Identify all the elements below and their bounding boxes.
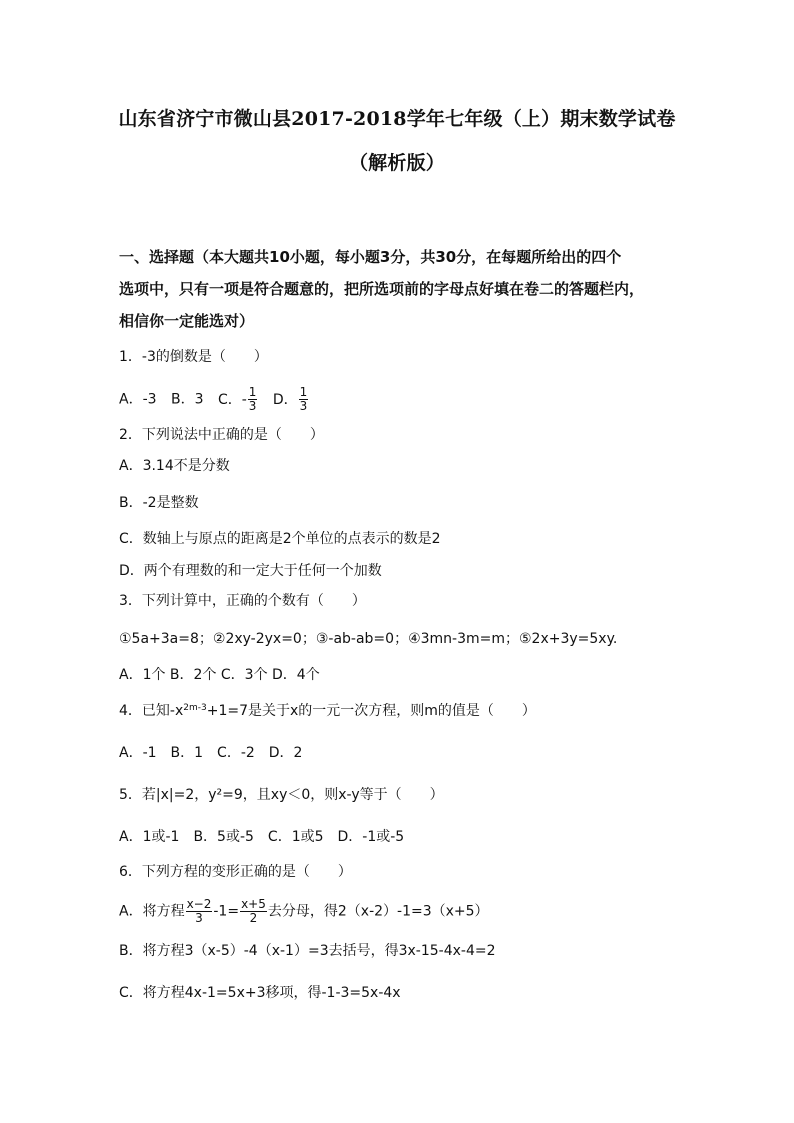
q1-option-d: D． $\frac{1}{3}$ bbox=[272, 385, 308, 413]
q6-option-c: C．将方程4x-1=5x+3移项，得-1-3=5x-4x bbox=[119, 985, 401, 1001]
q6-a-fraction-2: $\frac{x+5}{2}$ bbox=[241, 897, 266, 925]
question-3-options: A．1个 B．2个 C．3个 D．4个 bbox=[119, 667, 320, 683]
question-4-options: A．-1 B．1 C．-2 D．2 bbox=[119, 745, 303, 761]
q1-option-a: A．-3 bbox=[119, 391, 157, 408]
section-heading-line-2: 选项中，只有一项是符合题意的，把所选项前的字母点好填在卷二的答题栏内， bbox=[119, 280, 645, 298]
q2-option-d: D．两个有理数的和一定大于任何一个加数 bbox=[119, 563, 382, 579]
question-1-options bbox=[119, 386, 309, 413]
q6-option-a: A．将方程 $\frac{x-2}{3}$ -1= $\frac{x+5}{2}$ 去分母，得2（x-2）-1=3（x+5） bbox=[119, 897, 489, 925]
q4-exponent: 2m-3 bbox=[183, 703, 207, 713]
question-2-stem: 2．下列说法中正确的是（ ） bbox=[119, 427, 324, 443]
q6-option-b: B．将方程3（x-5）-4（x-1）=3去括号，得3x-15-4x-4=2 bbox=[119, 943, 496, 959]
question-3-items: ①5a+3a=8；②2xy-2yx=0；③-ab-ab=0；④3mn-3m=m；⑤2x+3y=5xy. bbox=[119, 631, 618, 647]
q2-option-c: C．数轴上与原点的距离是2个单位的点表示的数是2 bbox=[119, 531, 441, 547]
q2-option-b: B．-2是整数 bbox=[119, 495, 199, 511]
q6-a-fraction-1: $\frac{x-2}{3}$ bbox=[186, 897, 212, 925]
question-3-stem: 3．下列计算中，正确的个数有（ ） bbox=[119, 593, 366, 609]
question-4-stem: 4．已知$-x^{2m-3}+1=7$是关于x的一元一次方程，则m的值是（ ） bbox=[119, 703, 536, 719]
exam-title: 山东省济宁市微山县2017-2018学年七年级（上）期末数学试卷 bbox=[118, 108, 676, 130]
q1-d-fraction: $\frac{1}{3}$ bbox=[299, 385, 308, 413]
question-6-stem: 6．下列方程的变形正确的是（ ） bbox=[119, 864, 352, 880]
exam-subtitle: （解析版） bbox=[348, 152, 445, 174]
question-5-stem: 5．若|x|=2，y²=9，且xy＜0，则x-y等于（ ） bbox=[119, 787, 444, 803]
question-5-options: A．1或-1 B．5或-5 C．1或5 D．-1或-5 bbox=[119, 829, 405, 845]
section-heading-line-1: 一、选择题（本大题共10小题，每小题3分，共30分，在每题所给出的四个 bbox=[119, 248, 622, 266]
section-heading-line-3: 相信你一定能选对） bbox=[119, 312, 255, 330]
q2-option-a: A．3.14不是分数 bbox=[119, 458, 230, 474]
question-1-stem: 1．-3的倒数是（ ） bbox=[119, 349, 268, 365]
q1-option-c: C．- $\frac{1}{3}$ bbox=[217, 385, 257, 413]
q1-c-fraction: $\frac{1}{3}$ bbox=[248, 385, 257, 413]
q1-option-b: B．3 bbox=[171, 391, 204, 408]
